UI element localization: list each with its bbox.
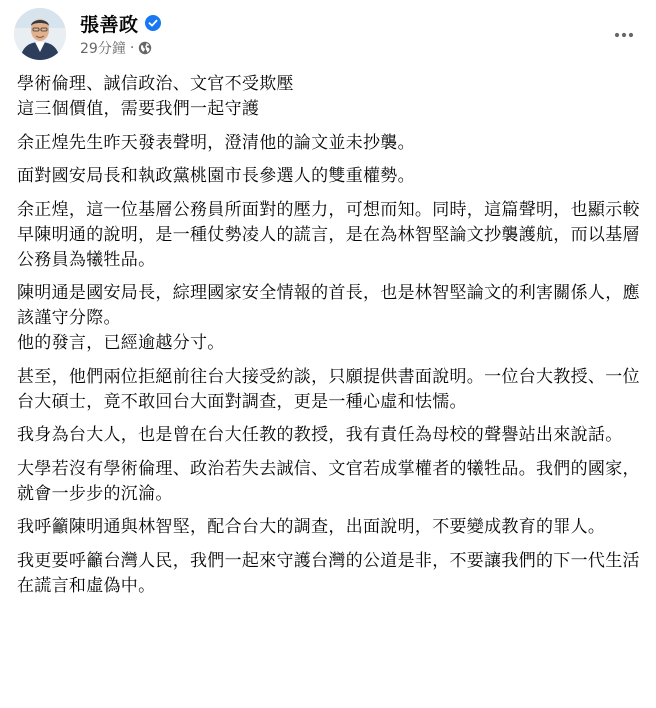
avatar-photo [14,8,66,60]
post-paragraph: 我身為台大人，也是曾在台大任教的教授，我有責任為母校的聲譽站出來說話。 [17,425,623,445]
post-paragraph: 陳明通是國安局長，綜理國家安全情報的首長，也是林智堅論文的利害關係人，應該謹守分際。 他的發言，已經逾越分寸。 [17,283,640,353]
more-options-button[interactable] [606,14,642,50]
post-paragraph: 我呼籲陳明通與林智堅，配合台大的調查，出面說明，不要變成教育的罪人。 [17,517,606,537]
more-dots-icon [614,23,634,42]
post-meta [80,38,152,58]
post-timestamp[interactable]: 29分鐘 [80,41,126,57]
post-paragraph: 余正煌先生昨天發表聲明，澄清他的論文並未抄襲。 [17,132,415,153]
verified-badge-icon [145,15,161,31]
post-paragraph: 余正煌，這一位基層公務員所面對的壓力，可想而知。同時，這篇聲明，也顯示較早陳明通的說明，是一種仗勢凌人的謊言，是在為林智堅論文抄襲護航，而以基層公務員為犧牲品。 [17,199,640,270]
post-header [0,0,656,60]
author-avatar[interactable] [14,8,66,60]
post-paragraph: 面對國安局長和執政黨桃園市長參選人的雙重權勢。 [17,166,415,186]
post-paragraph: 甚至，他們兩位拒絕前往台大接受約談，只願提供書面說明。一位台大教授、一位台大碩士，竟不敢回台大面對調查，更是一種心虛和怯懦。 [17,366,640,412]
meta-separator: · [129,40,135,56]
author-name[interactable]: 張善政 [80,13,139,36]
post-paragraph: 學術倫理、誠信政治、文官不受欺壓 這三個價值，需要我們一起守護 [17,74,294,119]
post-paragraph: 大學若沒有學術倫理、政治若失去誠信、文官若成掌權者的犧牲品。我們的國家，就會一步步的沉淪。 [17,458,640,504]
author-line [80,10,161,36]
post-paragraph: 我更要呼籲台灣人民，我們一起來守護台灣的公道是非，不要讓我們的下一代生活在謊言和虛偽中。 [17,550,640,596]
globe-icon[interactable] [138,41,152,55]
post-body [17,72,641,607]
